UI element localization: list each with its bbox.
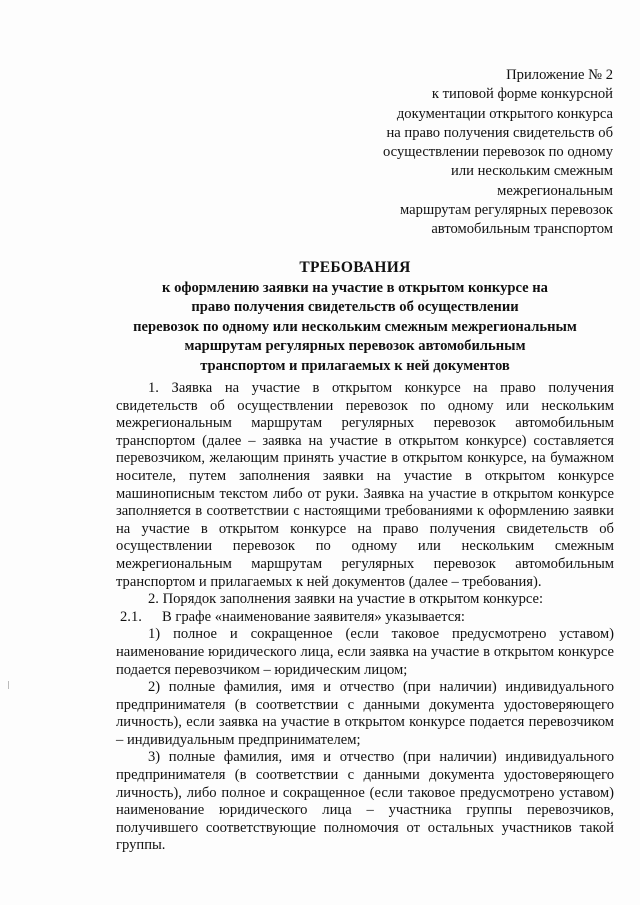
paragraph-1-line: перевозчиком, желающим принять участие в открытом конкурсе, на бумажном [116, 450, 614, 467]
item-3-line: личность), либо полное и сокращенное (если таковое предусмотрено уставом) [116, 784, 614, 801]
paragraph-1-line: машинописным текстом либо от руки. Заявка на участие в открытом конкурсе [116, 485, 614, 502]
paragraph-1-line: заполняется в соответствии с настоящими требованиями к оформлению заявки [116, 503, 614, 520]
appendix-line: Приложение № 2 [506, 67, 613, 83]
paragraph-1-line: осуществлении перевозок по одному или нескольким смежным [116, 538, 614, 555]
paragraph-1-line: 1. Заявка на участие в открытом конкурсе на право получения [148, 380, 614, 396]
item-3-line: предпринимателя (в соответствии с данными документа удостоверяющего [116, 767, 614, 784]
subsection-text: В графе «наименование заявителя» указывается: [162, 608, 465, 625]
item-1-line: 1) полное и сокращенное (если таковое предусмотрено уставом) [148, 626, 614, 643]
document-body [116, 380, 614, 855]
item-1-line: наименование юридического лица, если заявка на участие в открытом конкурсе [116, 643, 614, 660]
paragraph-1-line: межрегиональным маршрутам регулярных перевозок автомобильным [116, 415, 614, 432]
paragraph-1-line: на участие в открытом конкурсе на право получения свидетельств об [116, 520, 614, 537]
appendix-line: межрегиональным [497, 182, 613, 199]
item-2-line: предпринимателя (в соответствии с данными документа удостоверяющего [116, 696, 614, 713]
paragraph-1-line: свидетельств об осуществлении перевозок по одному или нескольким [116, 397, 614, 414]
title-heading: ТРЕБОВАНИЯ [299, 259, 411, 276]
title-line: транспортом и прилагаемых к ней документов [200, 357, 510, 374]
item-3-line: наименование юридического лица – участника группы перевозчиков, [116, 802, 614, 819]
title-line: право получения свидетельств об осуществлении [191, 299, 519, 315]
appendix-line: на право получения свидетельств об [386, 124, 613, 141]
appendix-line: к типовой форме конкурсной [431, 86, 613, 103]
appendix-line: или нескольким смежным [451, 163, 613, 180]
item-2-line: личность), если заявка на участие в открытом конкурсе подается перевозчиком [116, 714, 614, 731]
scan-margin-mark [8, 681, 11, 689]
appendix-header [345, 66, 613, 240]
document-title [95, 258, 615, 376]
paragraph-2: 2. Порядок заполнения заявки на участие в открытом конкурсе: [148, 591, 544, 608]
item-1-line: подается перевозчиком – юридическим лицом; [116, 661, 408, 678]
subsection-number: 2.1. [120, 608, 142, 625]
paragraph-1-line: межрегиональным маршрутам регулярных перевозок автомобильным [116, 555, 614, 572]
appendix-line: автомобильным транспортом [431, 221, 613, 238]
appendix-line: осуществлении перевозок по одному [383, 144, 613, 161]
item-3-line: группы. [116, 837, 166, 854]
appendix-line: маршрутам регулярных перевозок [400, 202, 613, 219]
title-line: маршрутам регулярных перевозок автомобильным [184, 338, 526, 354]
paragraph-1-line: транспортом (далее – заявка на участие в открытом конкурсе) составляется [116, 432, 614, 449]
appendix-line: документации открытого конкурса [396, 105, 613, 122]
item-3-line: получившего соответствующие полномочия от остальных участников такой [116, 819, 614, 836]
title-line: перевозок по одному или нескольким смежным межрегиональным [133, 318, 577, 335]
paragraph-1-line: носителе, путем заполнения заявки на участие в открытом конкурсе [116, 467, 614, 484]
paragraph-1-line: транспортом и прилагаемых к ней документов (далее – требования). [116, 573, 542, 590]
item-2-line: – индивидуальным предпринимателем; [116, 731, 361, 748]
item-2-line: 2) полные фамилия, имя и отчество (при наличии) индивидуального [148, 679, 614, 696]
item-3-line: 3) полные фамилия, имя и отчество (при наличии) индивидуального [148, 749, 614, 766]
subsection-2-1 [116, 609, 614, 627]
title-line: к оформлению заявки на участие в открытом конкурсе на [162, 279, 548, 296]
